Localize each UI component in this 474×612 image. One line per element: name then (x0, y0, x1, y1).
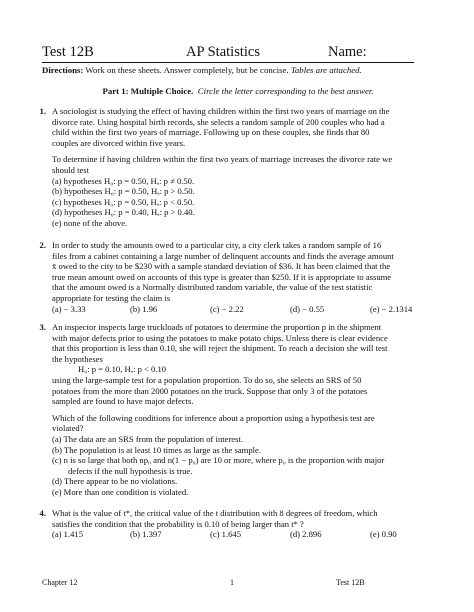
answer-option-c[interactable]: (c) 1.645 (210, 529, 242, 540)
question-text: divorce rate. Using hospital birth records, she selects a random sample of 200 couples who had a (52, 116, 385, 127)
header-rule (42, 62, 414, 63)
footer-test: Test 12B (336, 578, 365, 587)
answer-option-a[interactable]: (a) hypotheses H₀: p = 0.50, Hₐ: p ≠ 0.50. (52, 175, 195, 186)
question-text: In order to study the amounts owed to a particular city, a city clerk takes a random sample of 16 (52, 240, 382, 250)
question-number: 3. (39, 322, 46, 332)
question-text: violated? (52, 423, 84, 434)
answer-option-e[interactable]: (e) 0.90 (370, 529, 397, 540)
question-text: couples are divorced within five years. (52, 137, 186, 148)
footer-page-number: 1 (230, 578, 234, 587)
question-text: should test (52, 164, 90, 175)
question-text: potatoes from the more than 2000 potatoes on the truck. Suppose that only 3 of the potatoes (52, 385, 368, 396)
answer-option-e[interactable]: (e) More than one condition is violated. (52, 486, 189, 497)
answer-option-c[interactable]: (c) hypotheses H₀: p = 0.50, Hₐ: p < 0.50. (52, 196, 195, 207)
answer-option-c[interactable]: (c) n is so large that both np₀ and n(1 − p₀) are 10 or more, where p₀ is the proportion with major (52, 455, 385, 466)
answer-option-d[interactable]: (d) − 0.55 (290, 303, 325, 314)
question-text: satisfies the condition that the probability is 0.10 of being larger than t* ? (52, 518, 304, 529)
answer-option-d[interactable]: (d) hypotheses H₀: p = 0.40, Hₐ: p > 0.40. (52, 207, 195, 218)
answer-option-e[interactable]: (e) − 2.1314 (370, 303, 413, 314)
question-text: Which of the following conditions for inference about a proportion using a hypothesis test are (52, 412, 375, 423)
hypothesis-statement: H₀: p = 0.10, Hₐ: p < 0.10 (78, 364, 167, 375)
question-text: x̄ owed to the city to be $230 with a sample standard deviation of $36. It has been claimed that the (52, 261, 391, 272)
question-text: that this proportion is less than 0.10, she will reject the shipment. To reach a decision she will test (52, 343, 388, 354)
answer-option-c-continued: defects if the null hypothesis is true. (68, 465, 193, 476)
answer-option-d[interactable]: (d) There appear to be no violations. (52, 476, 178, 487)
answer-option-b[interactable]: (b) 1.96 (130, 303, 158, 314)
question-1 (39, 106, 436, 229)
question-text: true mean amount owed on accounts of this type is greater than $250. If it is appropriate to assume (52, 271, 392, 282)
answer-option-a[interactable]: (a) − 3.33 (52, 303, 86, 314)
question-text: with major defects prior to using the potatoes to make potato chips. Unless there is clear evidence (52, 332, 388, 343)
question-text: child within the first two years of marriage. Following up on these couples, she finds that 80 (52, 127, 370, 138)
part-instruction: Circle the letter corresponding to the best answer. (197, 86, 374, 96)
directions (42, 65, 434, 76)
answer-options (52, 529, 436, 540)
part-heading (42, 86, 434, 97)
answer-option-b[interactable]: (b) hypotheses H₀: p = 0.50, Hₐ: p > 0.50. (52, 186, 195, 197)
question-number: 1. (39, 106, 46, 116)
page-footer (42, 578, 434, 589)
question-text: To determine if having children within the first two years of marriage increases the divorce rate we (52, 154, 393, 165)
part-label: Part 1: Multiple Choice. (102, 86, 194, 96)
page-header (42, 44, 414, 61)
directions-italic: Tables are attached. (290, 65, 362, 75)
question-number: 2. (39, 240, 46, 250)
answer-option-a[interactable]: (a) The data are an SRS from the population of interest. (52, 433, 243, 444)
directions-text: Work on these sheets. Answer completely, but be concise. (83, 65, 291, 75)
question-text: What is the value of t*, the critical value of the t distribution with 8 degrees of freedom, which (52, 508, 378, 518)
answer-option-b[interactable]: (b) The population is at least 10 times as large as the sample. (52, 444, 261, 455)
answer-option-c[interactable]: (c) − 2.22 (210, 303, 244, 314)
question-text: appropriate for testing the claim is (52, 292, 171, 303)
directions-label: Directions: (42, 65, 84, 75)
name-label: Name: (328, 44, 367, 60)
question-3 (39, 322, 436, 498)
question-text: files from a cabinet containing a large number of delinquent accounts and finds the average amount (52, 250, 394, 261)
question-4 (39, 508, 436, 540)
answer-option-e[interactable]: (e) none of the above. (52, 217, 128, 228)
question-2 (39, 240, 436, 314)
question-text: that the amount owed is a Normally distributed random variable, the value of the test statistic (52, 282, 373, 293)
question-text: A sociologist is studying the effect of having children within the first two years of marriage on the (52, 106, 390, 116)
answer-option-b[interactable]: (b) 1.397 (130, 529, 162, 540)
test-title: Test 12B (42, 44, 94, 60)
answer-option-d[interactable]: (d) 2.896 (290, 529, 322, 540)
question-text: sampled are found to have major defects. (52, 396, 194, 407)
subject-title: AP Statistics (186, 44, 260, 60)
question-number: 4. (39, 508, 46, 518)
question-text: the hypotheses (52, 353, 103, 364)
footer-chapter: Chapter 12 (42, 578, 78, 587)
answer-option-a[interactable]: (a) 1.415 (52, 529, 84, 540)
answer-options (52, 304, 436, 315)
question-text: using the large-sample test for a population proportion. To do so, she selects an SRS of 50 (52, 374, 362, 385)
question-text: An inspector inspects large truckloads of potatoes to determine the proportion p in the shipment (52, 322, 382, 332)
